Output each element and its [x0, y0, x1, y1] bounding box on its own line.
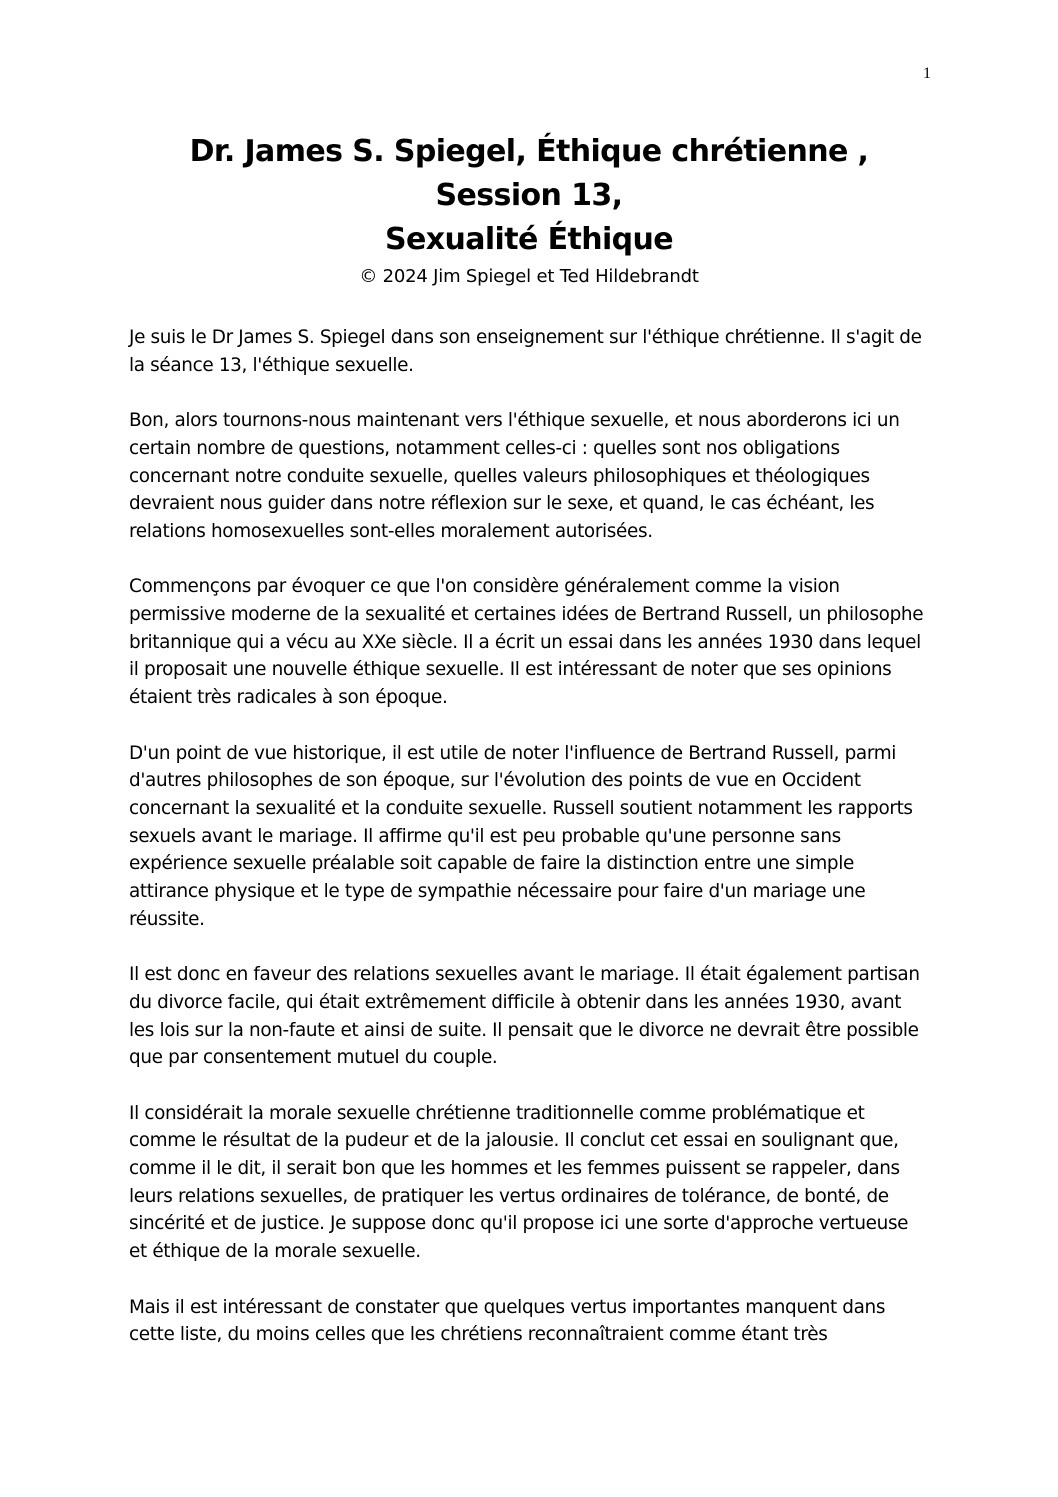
- document-header: [128, 130, 930, 289]
- paragraph: Il est donc en faveur des relations sexuelles avant le mariage. Il était également partisan du divorce facile, qui était extrêmement difficile à obtenir dans les années 1930, avant les lois sur la non-faute et ainsi de suite. Il pensait que le divorce ne devrait être possible que par consentement mutuel du couple.: [129, 964, 920, 1069]
- paragraph: Commençons par évoquer ce que l'on considère généralement comme la vision permissive moderne de la sexualité et certaines idées de Bertrand Russell, un philosophe britannique qui a vécu au XXe siècle. Il a écrit un essai dans les années 1930 dans lequel il proposait une nouvelle éthique sexuelle. Il est intéressant de noter que ses opinions étaient très radicales à son époque.: [129, 576, 924, 709]
- paragraph: Je suis le Dr James S. Spiegel dans son enseignement sur l'éthique chrétienne. Il s'agit de la séance 13, l'éthique sexuelle.: [129, 327, 922, 376]
- paragraph: D'un point de vue historique, il est utile de noter l'influence de Bertrand Russell, parmi d'autres philosophes de son époque, sur l'évolution des points de vue en Occident concernant la sexualité et la conduite sexuelle. Russell soutient notamment les rapports sexuels avant le mariage. Il affirme qu'il est peu probable qu'une personne sans expérience sexuelle préalable soit capable de faire la distinction entre une simple attirance physique et le type de sympathie nécessaire pour faire d'un mariage une réussite.: [129, 742, 913, 930]
- page-number: 1: [923, 65, 931, 82]
- title-line-2: Sexualité Éthique: [384, 222, 674, 257]
- document-title: [128, 130, 930, 262]
- copyright-notice: © 2024 Jim Spiegel et Ted Hildebrandt: [359, 266, 699, 287]
- paragraph: Bon, alors tournons-nous maintenant vers l'éthique sexuelle, et nous aborderons ici un certain nombre de questions, notamment celles-ci : quelles sont nos obligations concernant notre conduite sexuelle, quelles valeurs philosophiques et théologiques devraient nous guider dans notre réflexion sur le sexe, et quand, le cas échéant, les relations homosexuelles sont-elles moralement autorisées.: [129, 410, 900, 542]
- title-line-1: Dr. James S. Spiegel, Éthique chrétienne , Session 13,: [189, 134, 869, 213]
- document-body: [129, 324, 929, 1377]
- paragraph: Il considérait la morale sexuelle chrétienne traditionnelle comme problématique et comme le résultat de la pudeur et de la jalousie. Il conclut cet essai en soulignant que, comme il le dit, il serait bon que les hommes et les femmes puissent se rappeler, dans leurs relations sexuelles, de pratiquer les vertus ordinaires de tolérance, de bonté, de sincérité et de justice. Je suppose donc qu'il propose ici une sorte d'approche vertueuse et éthique de la morale sexuelle.: [129, 1102, 909, 1263]
- paragraph: Mais il est intéressant de constater que quelques vertus importantes manquent dans cette liste, du moins celles que les chrétiens reconnaîtraient comme étant très: [129, 1296, 886, 1346]
